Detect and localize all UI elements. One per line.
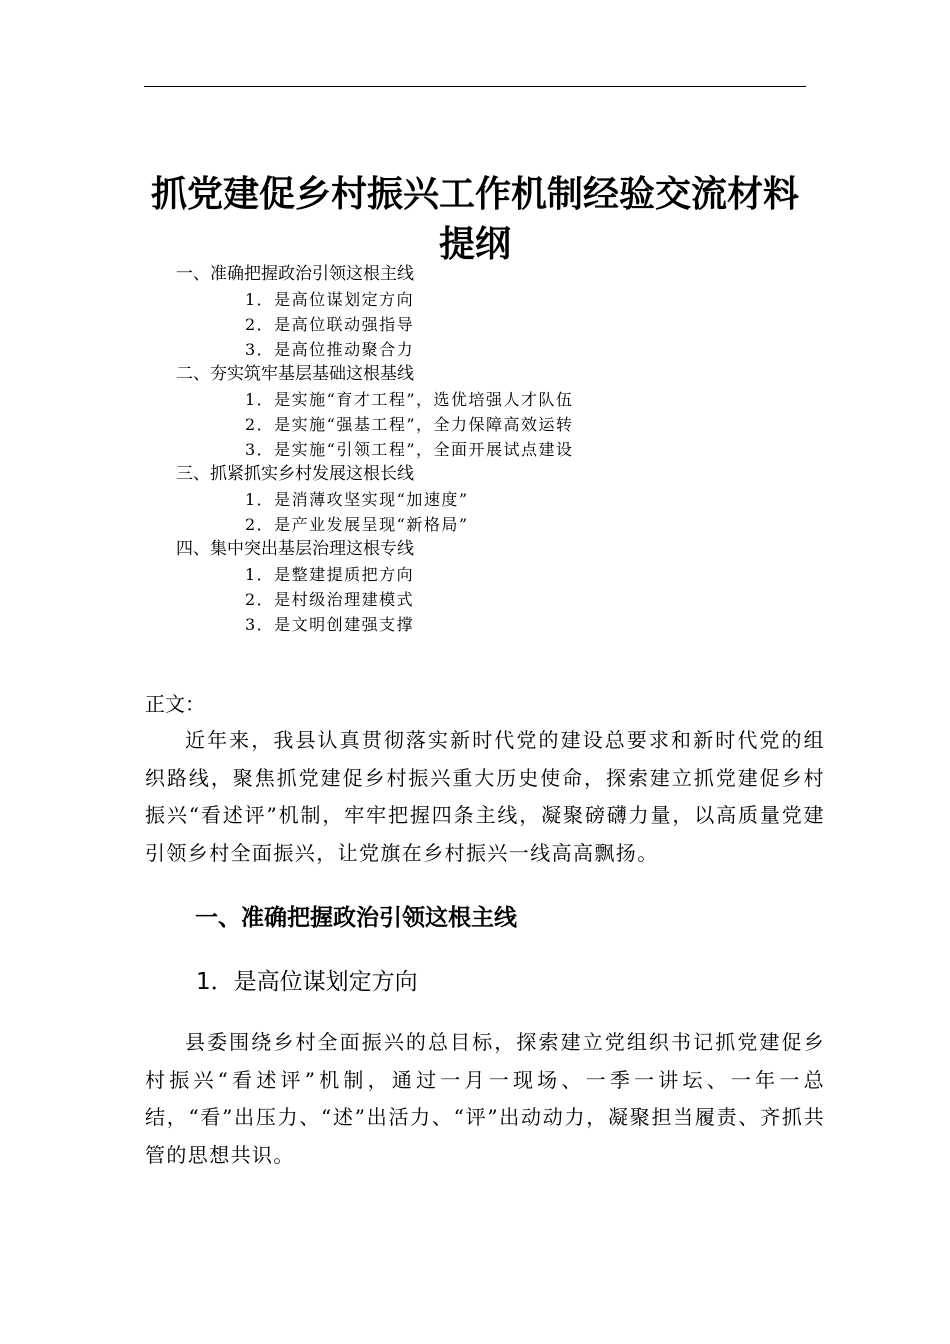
outline-item: 2．是实施“强基工程”，全力保障高效运转: [245, 415, 574, 434]
subsection-heading: 1．是高位谋划定方向: [196, 969, 418, 995]
section-heading: 一、准确把握政治引领这根主线: [195, 905, 517, 931]
outline-item: 3．是实施“引领工程”，全面开展试点建设: [245, 440, 574, 459]
outline-item: 3．是文明创建强支撑: [245, 615, 415, 634]
body-label: 正文：: [145, 692, 205, 716]
outline-section-4-heading: 四、集中突出基层治理这根专线: [176, 539, 414, 559]
outline-item: 3．是高位推动聚合力: [245, 340, 415, 359]
outline-section-3-heading: 三、抓紧抓实乡村发展这根长线: [176, 464, 414, 484]
outline-item: 1．是消薄攻坚实现“加速度”: [245, 490, 469, 509]
outline-item: 1．是高位谋划定方向: [245, 290, 415, 309]
title-line-1: 抓党建促乡村振兴工作机制经验交流材料: [150, 174, 799, 215]
outline-item: 2．是产业发展呈现“新格局”: [245, 515, 469, 534]
outline: [0, 262, 950, 637]
outline-item: 2．是村级治理建模式: [245, 590, 415, 609]
outline-item: 2．是高位联动强指导: [245, 315, 415, 334]
document-title: [100, 170, 850, 270]
body-intro: [145, 686, 825, 872]
paragraph-text: 县委围绕乡村全面振兴的总目标，探索建立党组织书记抓党建促乡村振兴“看述评”机制，通过一月一现场、一季一讲坛、一年一总结，“看”出压力、“述”出活力、“评”出动动力，凝聚担当履责、齐抓共管的思想共识。: [145, 1030, 825, 1167]
outline-section-1-heading: 一、准确把握政治引领这根主线: [176, 264, 414, 284]
title-line-2: 提纲: [438, 224, 511, 265]
outline-item: 1．是实施“育才工程”，选优培强人才队伍: [245, 390, 574, 409]
outline-item: 1．是整建提质把方向: [245, 565, 415, 584]
intro-paragraph: 近年来，我县认真贯彻落实新时代党的建设总要求和新时代党的组织路线，聚焦抓党建促乡村振兴重大历史使命，探索建立抓党建促乡村振兴“看述评”机制，牢牢把握四条主线，凝聚磅礴力量，以高质量党建引领乡村全面振兴，让党旗在乡村振兴一线高高飘扬。: [145, 728, 825, 865]
outline-section-2-heading: 二、夯实筑牢基层基础这根基线: [176, 364, 414, 384]
body-paragraph: [145, 1024, 825, 1174]
header-rule: [144, 86, 806, 87]
